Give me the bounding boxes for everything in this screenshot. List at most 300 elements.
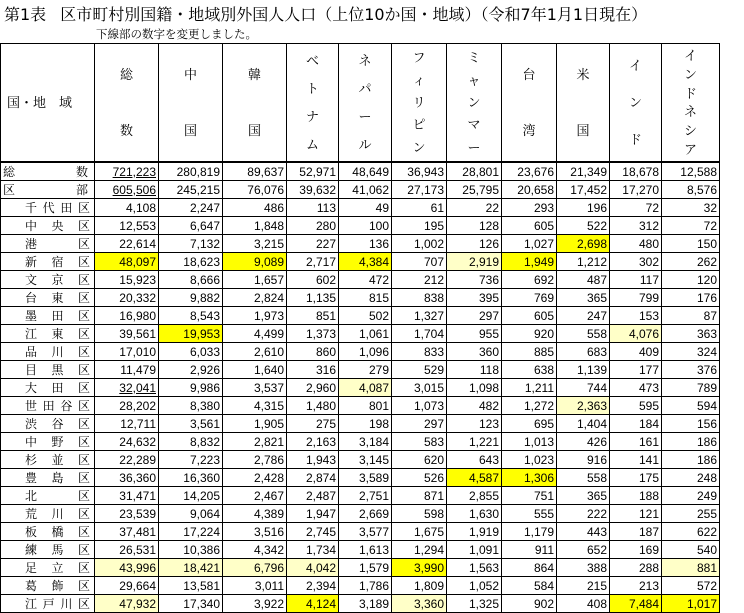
value-text: 707 [423, 254, 444, 269]
value-cell [557, 469, 610, 487]
value-text: 2,786 [253, 452, 284, 467]
value-text: 652 [586, 542, 607, 557]
value-cell [502, 577, 557, 595]
value-cell [557, 577, 610, 595]
value-text: 736 [478, 272, 499, 287]
column-header [447, 44, 502, 163]
column-header-char: 国 [183, 123, 197, 138]
value-cell [662, 379, 720, 397]
value-cell [662, 235, 720, 253]
value-cell [287, 199, 339, 217]
column-header-char: ネ [358, 53, 372, 68]
column-header-char: 韓 [247, 67, 261, 82]
value-text: 1,272 [523, 398, 554, 413]
value-text: 17,452 [570, 182, 607, 197]
value-text: 605,506 [112, 182, 156, 197]
row-name: 江 東 区 [25, 326, 90, 341]
value-text: 22,289 [119, 452, 156, 467]
value-text: 126 [478, 236, 499, 251]
value-cell [662, 451, 720, 469]
column-header-char: ア [683, 141, 697, 157]
value-text: 1,052 [468, 578, 499, 593]
value-cell [662, 181, 720, 199]
value-text: 15,923 [119, 272, 156, 287]
value-text: 605 [533, 308, 554, 323]
table-row [1, 523, 720, 541]
value-text: 602 [315, 272, 336, 287]
value-text: 280,819 [176, 164, 220, 179]
value-text: 480 [638, 236, 659, 251]
value-text: 316 [315, 362, 336, 377]
value-cell [223, 541, 287, 559]
value-cell [339, 595, 392, 613]
value-text: 1,027 [523, 236, 554, 251]
value-text: 881 [696, 560, 717, 575]
value-cell [502, 559, 557, 577]
value-text: 28,202 [119, 398, 156, 413]
value-text: 12,588 [680, 164, 717, 179]
value-cell [287, 325, 339, 343]
row-name: 中 央 区 [25, 218, 90, 233]
table-title: 区市町村別国籍・地域別外国人人口（上位10か国・地域）（令和7年1月1日現在） [60, 5, 648, 24]
value-cell [339, 505, 392, 523]
value-cell [610, 271, 662, 289]
value-cell [610, 397, 662, 415]
table-row [1, 505, 720, 523]
value-cell [159, 162, 223, 181]
value-cell [287, 307, 339, 325]
value-cell [95, 253, 159, 271]
table-row [1, 577, 720, 595]
table-row [1, 199, 720, 217]
value-cell [223, 181, 287, 199]
value-text: 558 [586, 326, 607, 341]
value-cell [287, 487, 339, 505]
value-text: 555 [533, 506, 554, 521]
value-cell [392, 433, 447, 451]
value-text: 4,124 [305, 596, 336, 611]
value-cell [159, 415, 223, 433]
value-text: 118 [479, 362, 499, 377]
column-header-char: パ [358, 81, 372, 96]
value-text: 89,637 [247, 164, 284, 179]
value-cell [392, 343, 447, 361]
value-cell [610, 469, 662, 487]
column-header [662, 44, 720, 163]
value-cell [287, 361, 339, 379]
table-row [1, 343, 720, 361]
value-cell [95, 217, 159, 235]
value-cell [287, 271, 339, 289]
value-text: 3,184 [358, 434, 389, 449]
value-cell [502, 469, 557, 487]
value-cell [610, 577, 662, 595]
value-text: 395 [478, 290, 499, 305]
column-header [223, 44, 287, 163]
row-name-cell [1, 325, 95, 343]
value-cell [339, 415, 392, 433]
value-text: 32,041 [119, 380, 156, 395]
value-text: 584 [533, 578, 554, 593]
value-cell [502, 397, 557, 415]
row-name: 目 黒 区 [25, 362, 90, 377]
value-text: 911 [534, 542, 554, 557]
value-text: 100 [368, 218, 389, 233]
row-name-cell [1, 397, 95, 415]
value-text: 526 [423, 470, 444, 485]
value-cell [95, 361, 159, 379]
value-cell [557, 451, 610, 469]
value-text: 695 [533, 416, 554, 431]
value-text: 195 [423, 218, 444, 233]
value-cell [662, 433, 720, 451]
value-cell [95, 541, 159, 559]
value-text: 275 [315, 416, 336, 431]
value-cell [447, 469, 502, 487]
value-text: 39,561 [119, 326, 156, 341]
value-cell [159, 451, 223, 469]
value-text: 1,294 [413, 542, 444, 557]
column-header [502, 44, 557, 163]
value-text: 916 [586, 452, 607, 467]
value-text: 27,173 [407, 182, 444, 197]
column-header [392, 44, 447, 163]
value-text: 871 [423, 488, 444, 503]
value-text: 376 [696, 362, 717, 377]
value-cell [502, 415, 557, 433]
value-text: 744 [586, 380, 607, 395]
value-text: 128 [478, 218, 499, 233]
value-text: 1,139 [576, 362, 607, 377]
column-header-char: シ [683, 122, 697, 138]
value-cell [95, 433, 159, 451]
column-header-char: ネ [683, 104, 697, 120]
value-cell [557, 217, 610, 235]
value-cell [287, 559, 339, 577]
value-text: 1,973 [253, 308, 284, 323]
value-text: 769 [533, 290, 554, 305]
value-cell [392, 487, 447, 505]
value-cell [502, 307, 557, 325]
value-cell [502, 343, 557, 361]
column-header-char: 総 [119, 67, 133, 82]
value-text: 583 [423, 434, 444, 449]
row-name-cell [1, 415, 95, 433]
value-text: 1,211 [524, 380, 554, 395]
value-cell [223, 469, 287, 487]
value-cell [662, 289, 720, 307]
value-text: 2,824 [253, 290, 284, 305]
value-text: 572 [696, 578, 717, 593]
row-name-cell [1, 307, 95, 325]
value-cell [610, 181, 662, 199]
value-text: 4,342 [253, 542, 284, 557]
table-row [1, 559, 720, 577]
value-text: 409 [638, 344, 659, 359]
value-cell [502, 235, 557, 253]
value-cell [95, 162, 159, 181]
value-text: 247 [586, 308, 607, 323]
value-text: 32 [703, 200, 717, 215]
value-cell [557, 289, 610, 307]
row-name-cell [1, 595, 95, 613]
value-cell [223, 433, 287, 451]
value-text: 2,610 [253, 344, 284, 359]
value-text: 1,919 [468, 524, 499, 539]
value-text: 1,947 [305, 506, 336, 521]
value-cell [392, 307, 447, 325]
value-text: 153 [638, 308, 659, 323]
row-name: 練 馬 区 [25, 542, 90, 557]
value-cell [287, 433, 339, 451]
value-cell [95, 559, 159, 577]
value-cell [557, 595, 610, 613]
value-cell [610, 451, 662, 469]
value-text: 522 [586, 218, 607, 233]
value-cell [502, 541, 557, 559]
row-name-cell [1, 433, 95, 451]
row-name: 区 部 [3, 182, 88, 197]
column-header-char: 国 [247, 123, 261, 138]
value-text: 2,394 [305, 578, 336, 593]
value-cell [223, 162, 287, 181]
column-header-char: リ [412, 94, 426, 110]
value-cell [223, 271, 287, 289]
value-text: 9,089 [253, 254, 284, 269]
value-text: 9,986 [189, 380, 220, 395]
value-cell [339, 253, 392, 271]
value-text: 141 [638, 452, 659, 467]
value-text: 799 [638, 290, 659, 305]
value-text: 52,971 [299, 164, 336, 179]
value-cell [662, 415, 720, 433]
row-name: 足 立 区 [25, 560, 90, 575]
value-text: 120 [696, 272, 717, 287]
value-cell [392, 595, 447, 613]
value-cell [447, 451, 502, 469]
column-header-char: ャ [467, 72, 481, 88]
value-text: 7,223 [189, 452, 220, 467]
value-cell [502, 487, 557, 505]
value-text: 312 [638, 218, 659, 233]
value-cell [557, 379, 610, 397]
value-text: 17,010 [119, 344, 156, 359]
row-name: 江 戸 川 区 [25, 596, 90, 611]
value-text: 16,980 [119, 308, 156, 323]
value-text: 1,480 [305, 398, 336, 413]
value-text: 622 [696, 524, 717, 539]
column-header [95, 44, 159, 163]
row-name-cell [1, 487, 95, 505]
column-header-char: ナ [305, 109, 319, 124]
value-cell [447, 253, 502, 271]
value-text: 2,247 [189, 200, 220, 215]
value-text: 2,669 [358, 506, 389, 521]
value-text: 249 [696, 488, 717, 503]
value-text: 1,327 [413, 308, 444, 323]
value-text: 2,717 [305, 254, 336, 269]
value-cell [392, 289, 447, 307]
value-cell [447, 541, 502, 559]
row-name: 新 宿 区 [25, 254, 90, 269]
row-name: 世 田 谷 区 [25, 398, 90, 413]
value-cell [557, 199, 610, 217]
value-text: 1,949 [523, 254, 554, 269]
value-cell [223, 505, 287, 523]
value-cell [95, 577, 159, 595]
value-cell [502, 289, 557, 307]
value-cell [392, 577, 447, 595]
value-cell [447, 433, 502, 451]
value-cell [610, 379, 662, 397]
row-name-cell [1, 379, 95, 397]
value-cell [392, 523, 447, 541]
value-text: 2,467 [253, 488, 284, 503]
value-text: 3,011 [254, 578, 284, 593]
value-text: 426 [586, 434, 607, 449]
row-name: 千 代 田 区 [25, 200, 90, 215]
value-text: 1,002 [413, 236, 444, 251]
value-cell [557, 271, 610, 289]
row-name-cell [1, 181, 95, 199]
row-name: 港 区 [25, 236, 90, 251]
value-text: 860 [315, 344, 336, 359]
column-header-char: ン [412, 139, 426, 155]
column-header-char: ー [467, 139, 481, 155]
value-cell [662, 577, 720, 595]
value-text: 12,711 [120, 416, 156, 431]
value-cell [502, 181, 557, 199]
value-text: 18,623 [183, 254, 220, 269]
value-cell [287, 595, 339, 613]
value-cell [392, 199, 447, 217]
column-header-char: マ [467, 117, 481, 133]
value-text: 721,223 [112, 164, 156, 179]
value-text: 3,015 [413, 380, 444, 395]
value-cell [662, 559, 720, 577]
value-cell [287, 181, 339, 199]
value-cell [502, 379, 557, 397]
row-name: 板 橋 区 [25, 524, 90, 539]
value-text: 789 [696, 380, 717, 395]
value-text: 1,135 [305, 290, 336, 305]
value-cell [95, 271, 159, 289]
row-name-cell [1, 577, 95, 595]
value-text: 188 [638, 488, 659, 503]
row-name-cell [1, 559, 95, 577]
value-cell [610, 559, 662, 577]
table-row [1, 433, 720, 451]
value-cell [392, 181, 447, 199]
value-text: 212 [423, 272, 444, 287]
value-cell [287, 162, 339, 181]
value-text: 20,658 [517, 182, 554, 197]
value-text: 121 [638, 506, 659, 521]
table-row [1, 469, 720, 487]
value-text: 29,664 [119, 578, 156, 593]
value-cell [502, 199, 557, 217]
row-name: 中 野 区 [25, 434, 90, 449]
column-header-char: ミ [467, 50, 481, 66]
column-header-char: ベ [305, 53, 319, 68]
value-text: 87 [703, 308, 717, 323]
value-cell [610, 415, 662, 433]
value-cell [95, 181, 159, 199]
value-text: 1,061 [358, 326, 389, 341]
value-text: 4,076 [628, 326, 659, 341]
value-cell [159, 235, 223, 253]
table-row [1, 307, 720, 325]
value-cell [610, 235, 662, 253]
value-cell [339, 397, 392, 415]
value-cell [339, 451, 392, 469]
value-cell [447, 307, 502, 325]
value-text: 43,996 [119, 560, 156, 575]
value-text: 19,953 [183, 326, 220, 341]
value-cell [339, 361, 392, 379]
value-text: 365 [586, 488, 607, 503]
value-cell [159, 199, 223, 217]
column-header-char: ド [683, 85, 697, 101]
row-name: 荒 川 区 [25, 506, 90, 521]
row-name-cell [1, 289, 95, 307]
value-cell [95, 307, 159, 325]
value-cell [662, 307, 720, 325]
value-cell [610, 595, 662, 613]
value-cell [223, 253, 287, 271]
table-row [1, 253, 720, 271]
value-text: 2,926 [189, 362, 220, 377]
value-cell [159, 325, 223, 343]
column-header-char: 米 [576, 67, 590, 82]
value-text: 1,096 [358, 344, 389, 359]
value-cell [95, 289, 159, 307]
value-text: 1,373 [305, 326, 336, 341]
value-text: 279 [368, 362, 389, 377]
value-text: 598 [423, 506, 444, 521]
value-text: 17,224 [183, 524, 220, 539]
value-cell [502, 523, 557, 541]
value-text: 4,108 [125, 200, 156, 215]
row-name-cell [1, 541, 95, 559]
value-cell [447, 505, 502, 523]
value-cell [447, 523, 502, 541]
column-header [159, 44, 223, 163]
value-text: 72 [703, 218, 717, 233]
value-text: 751 [533, 488, 554, 503]
row-name: 総 数 [3, 164, 88, 179]
value-text: 3,215 [253, 236, 284, 251]
value-cell [392, 505, 447, 523]
value-cell [95, 199, 159, 217]
value-text: 4,087 [358, 380, 389, 395]
value-cell [95, 343, 159, 361]
value-cell [223, 235, 287, 253]
value-cell [159, 181, 223, 199]
column-header [557, 44, 610, 163]
value-cell [502, 505, 557, 523]
value-cell [159, 541, 223, 559]
value-cell [95, 523, 159, 541]
value-text: 472 [368, 272, 389, 287]
value-cell [557, 415, 610, 433]
value-text: 885 [533, 344, 554, 359]
value-cell [392, 379, 447, 397]
value-text: 2,960 [305, 380, 336, 395]
value-cell [662, 505, 720, 523]
column-header-char: フ [412, 50, 426, 66]
value-text: 262 [696, 254, 717, 269]
